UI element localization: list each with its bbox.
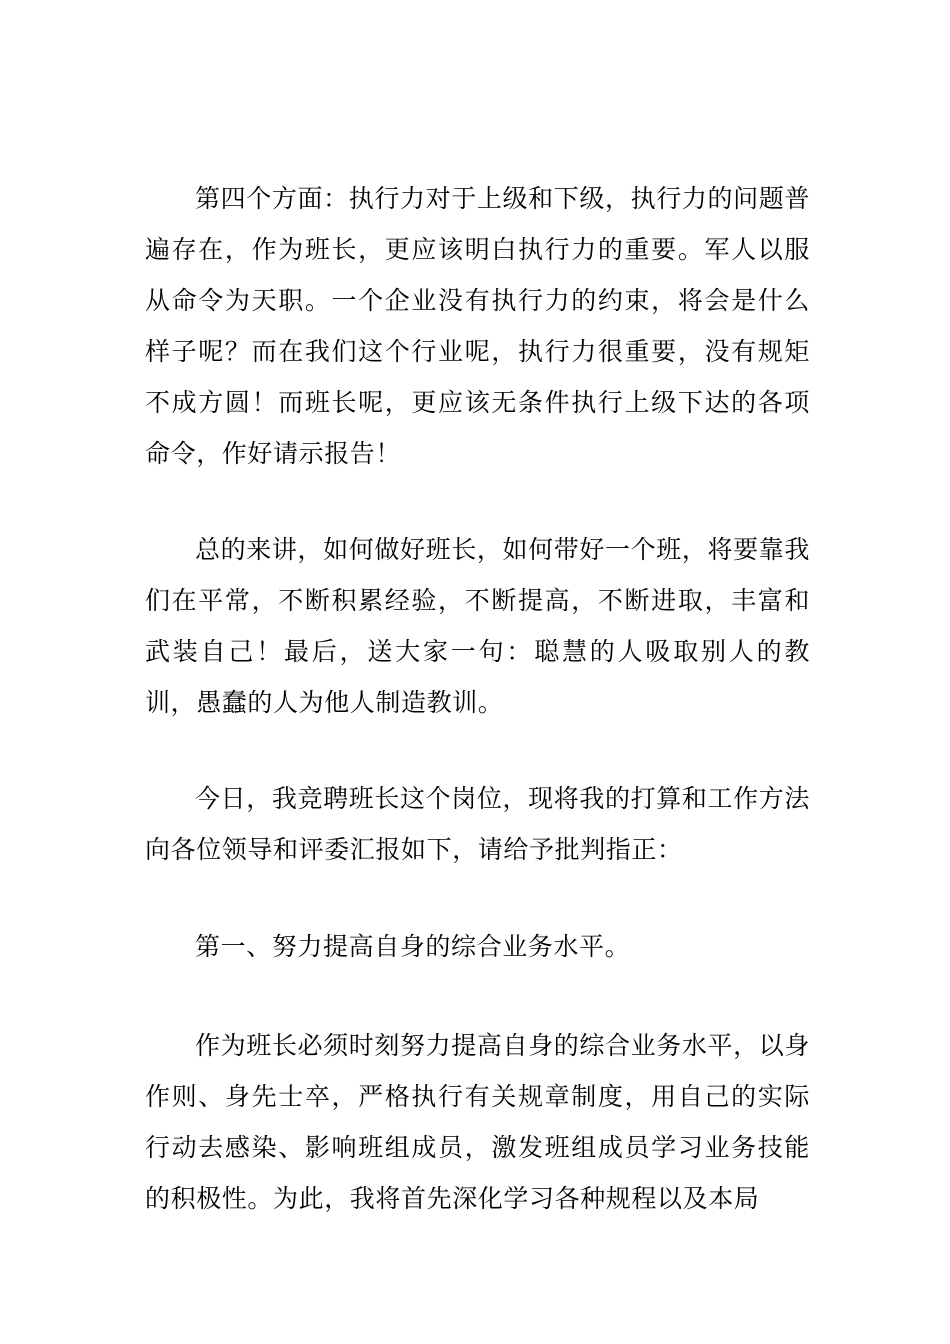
paragraph-introduction: 今日，我竞聘班长这个岗位，现将我的打算和工作方法向各位领导和评委汇报如下，请给予批判指正： xyxy=(145,784,810,864)
paragraph-summary: 总的来讲，如何做好班长，如何带好一个班，将要靠我们在平常，不断积累经验，不断提高，不断进取，丰富和武装自己！最后，送大家一句：聪慧的人吸取别人的教训，愚蠢的人为他人制造教训。 xyxy=(145,535,810,717)
paragraph-execution-power: 第四个方面：执行力对于上级和下级，执行力的问题普遍存在，作为班长，更应该明白执行力的重要。军人以服从命令为天职。一个企业没有执行力的约束，将会是什么样子呢？而在我们这个行业呢，执行力很重要，没有规矩不成方圆！而班长呢，更应该无条件执行上级下达的各项命令，作好请示报告！ xyxy=(145,184,810,468)
section-heading-first: 第一、努力提高自身的综合业务水平。 xyxy=(195,932,631,961)
paragraph-improve-skills: 作为班长必须时刻努力提高自身的综合业务水平，以身作则、身先士卒，严格执行有关规章制度，用自己的实际行动去感染、影响班组成员，激发班组成员学习业务技能的积极性。为此，我将首先深化学习各种规程以及本局 xyxy=(145,1031,810,1213)
